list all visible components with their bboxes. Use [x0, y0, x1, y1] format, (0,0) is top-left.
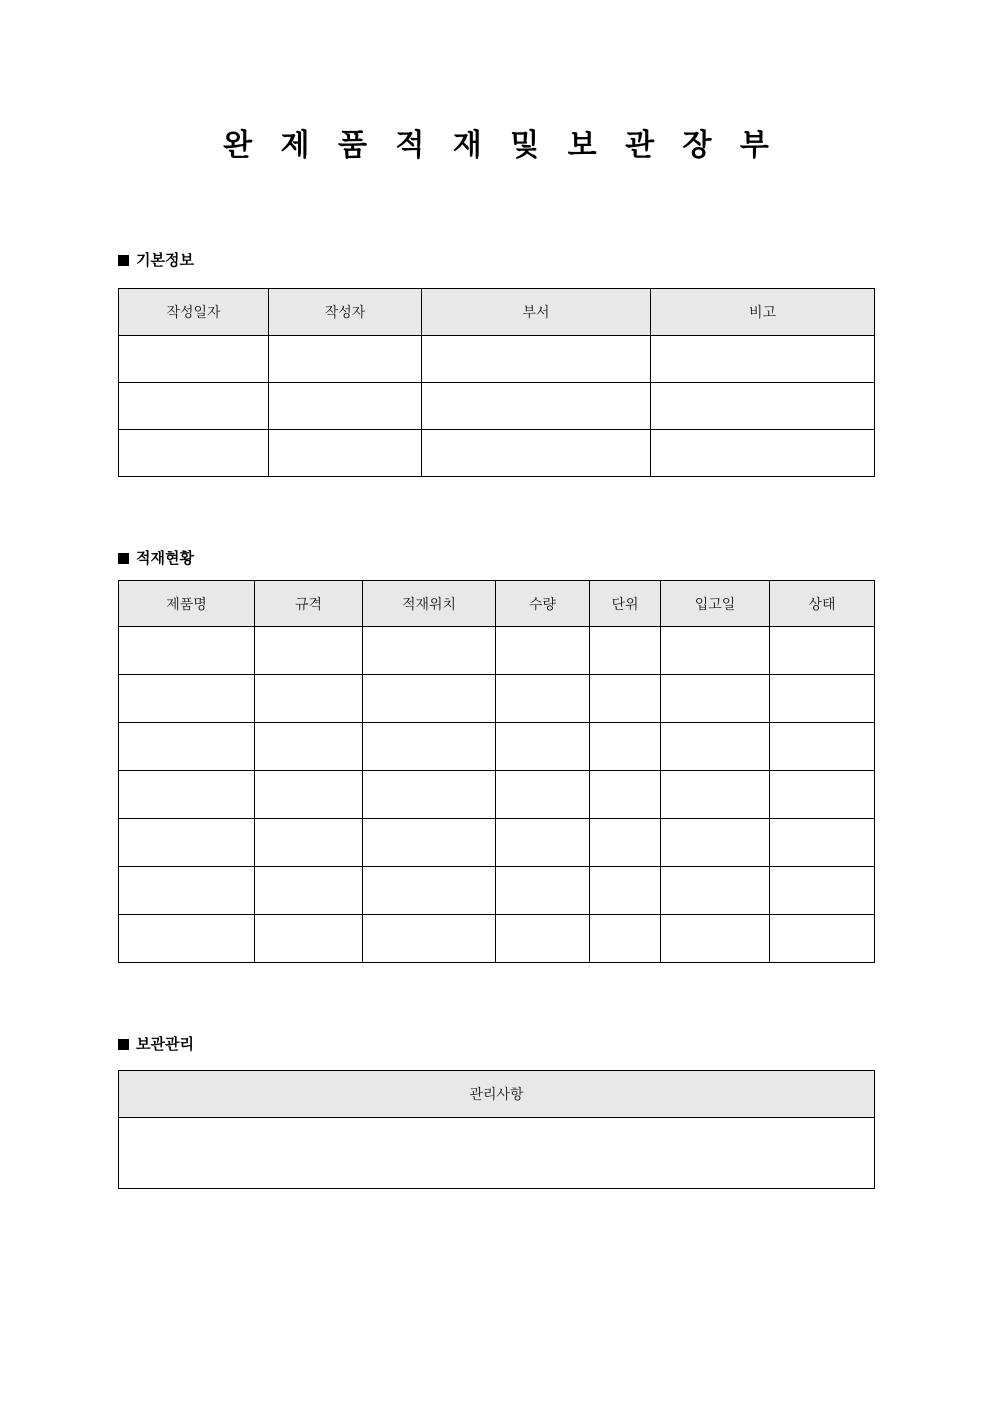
section-heading-label: 적재현황	[136, 549, 194, 567]
cell-inbound-date[interactable]	[661, 675, 770, 723]
cell-quantity[interactable]	[496, 915, 590, 963]
cell-load-location[interactable]	[363, 915, 496, 963]
cell-department[interactable]	[422, 383, 651, 430]
cell-load-location[interactable]	[363, 867, 496, 915]
table-row	[119, 675, 875, 723]
cell-unit[interactable]	[590, 675, 661, 723]
cell-status[interactable]	[770, 915, 875, 963]
cell-load-location[interactable]	[363, 771, 496, 819]
column-header-status: 상태	[770, 581, 875, 627]
cell-department[interactable]	[422, 430, 651, 477]
column-header-product-name: 제품명	[119, 581, 255, 627]
cell-write-date[interactable]	[119, 430, 269, 477]
cell-load-location[interactable]	[363, 675, 496, 723]
cell-unit[interactable]	[590, 867, 661, 915]
page-title: 완 제 품 적 재 및 보 관 장 부	[223, 128, 778, 163]
cell-unit[interactable]	[590, 723, 661, 771]
cell-product-name[interactable]	[119, 771, 255, 819]
cell-department[interactable]	[422, 336, 651, 383]
cell-remarks[interactable]	[651, 430, 875, 477]
cell-spec[interactable]	[255, 723, 363, 771]
table-row	[119, 627, 875, 675]
table-row	[119, 430, 875, 477]
cell-inbound-date[interactable]	[661, 819, 770, 867]
column-header-write-date: 작성일자	[119, 289, 269, 336]
section-heading-label: 기본정보	[136, 251, 194, 269]
cell-unit[interactable]	[590, 771, 661, 819]
section-heading-label: 보관관리	[136, 1035, 194, 1053]
table-row	[119, 383, 875, 430]
cell-load-location[interactable]	[363, 627, 496, 675]
table-header-row	[119, 1071, 875, 1118]
cell-spec[interactable]	[255, 627, 363, 675]
table-row	[119, 1118, 875, 1189]
cell-product-name[interactable]	[119, 675, 255, 723]
cell-writer[interactable]	[269, 383, 422, 430]
table-row	[119, 723, 875, 771]
storage-management-table	[118, 1070, 875, 1189]
cell-inbound-date[interactable]	[661, 627, 770, 675]
column-header-management-notes: 관리사항	[119, 1071, 875, 1118]
cell-unit[interactable]	[590, 915, 661, 963]
cell-spec[interactable]	[255, 915, 363, 963]
cell-product-name[interactable]	[119, 723, 255, 771]
cell-status[interactable]	[770, 627, 875, 675]
cell-quantity[interactable]	[496, 675, 590, 723]
cell-product-name[interactable]	[119, 915, 255, 963]
cell-inbound-date[interactable]	[661, 723, 770, 771]
column-header-department: 부서	[422, 289, 651, 336]
cell-spec[interactable]	[255, 819, 363, 867]
cell-quantity[interactable]	[496, 771, 590, 819]
cell-unit[interactable]	[590, 819, 661, 867]
cell-quantity[interactable]	[496, 867, 590, 915]
cell-inbound-date[interactable]	[661, 867, 770, 915]
cell-status[interactable]	[770, 819, 875, 867]
table-header-row	[119, 581, 875, 627]
cell-remarks[interactable]	[651, 383, 875, 430]
cell-product-name[interactable]	[119, 819, 255, 867]
cell-write-date[interactable]	[119, 383, 269, 430]
table-row	[119, 336, 875, 383]
cell-product-name[interactable]	[119, 867, 255, 915]
cell-inbound-date[interactable]	[661, 915, 770, 963]
cell-management-notes[interactable]	[119, 1118, 875, 1189]
cell-load-location[interactable]	[363, 723, 496, 771]
column-header-load-location: 적재위치	[363, 581, 496, 627]
cell-status[interactable]	[770, 771, 875, 819]
cell-status[interactable]	[770, 675, 875, 723]
cell-status[interactable]	[770, 723, 875, 771]
cell-quantity[interactable]	[496, 627, 590, 675]
cell-remarks[interactable]	[651, 336, 875, 383]
section-heading-basic-info	[118, 253, 194, 268]
cell-writer[interactable]	[269, 430, 422, 477]
section-heading-loading-status	[118, 551, 194, 566]
column-header-quantity: 수량	[496, 581, 590, 627]
column-header-inbound-date: 입고일	[661, 581, 770, 627]
table-row	[119, 915, 875, 963]
cell-spec[interactable]	[255, 771, 363, 819]
loading-status-table	[118, 580, 875, 963]
basic-info-table	[118, 288, 875, 477]
column-header-spec: 규격	[255, 581, 363, 627]
table-row	[119, 819, 875, 867]
cell-spec[interactable]	[255, 867, 363, 915]
column-header-unit: 단위	[590, 581, 661, 627]
cell-write-date[interactable]	[119, 336, 269, 383]
table-header-row	[119, 289, 875, 336]
table-row	[119, 771, 875, 819]
column-header-remarks: 비고	[651, 289, 875, 336]
cell-quantity[interactable]	[496, 723, 590, 771]
table-row	[119, 867, 875, 915]
cell-spec[interactable]	[255, 675, 363, 723]
column-header-writer: 작성자	[269, 289, 422, 336]
filled-square-marker-icon	[118, 255, 129, 266]
cell-product-name[interactable]	[119, 627, 255, 675]
cell-status[interactable]	[770, 867, 875, 915]
cell-quantity[interactable]	[496, 819, 590, 867]
cell-load-location[interactable]	[363, 819, 496, 867]
cell-writer[interactable]	[269, 336, 422, 383]
cell-inbound-date[interactable]	[661, 771, 770, 819]
filled-square-marker-icon	[118, 1039, 129, 1050]
section-heading-storage-management	[118, 1037, 194, 1052]
filled-square-marker-icon	[118, 553, 129, 564]
cell-unit[interactable]	[590, 627, 661, 675]
